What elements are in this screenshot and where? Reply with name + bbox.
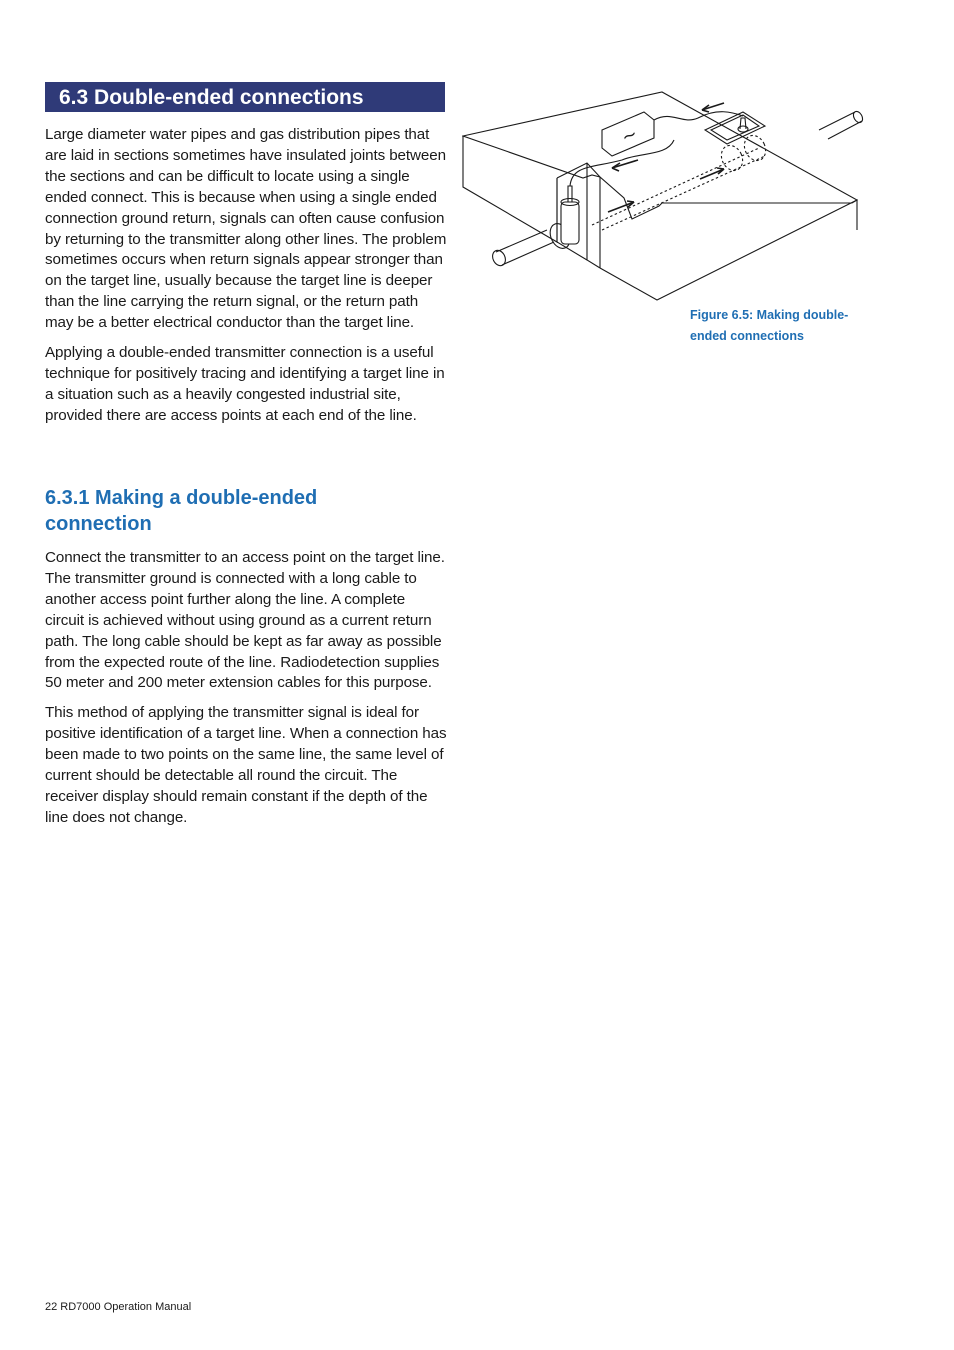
section-paragraph-1: Large diameter water pipes and gas distribution pipes that are laid in sections sometimes have insulated joints between the sections and can be difficult to locate using a single ended connect. This is because when using a single ended connection ground return, signals can often cause confusion by returning to the transmitter along other lines. The problem sometimes occurs when return signals appear stronger than on the target line, usually because the target line is deeper than the line carrying the return signal, or the return path may be a better electrical conductor than the target line. (45, 126, 447, 332)
ground-block-top (463, 92, 857, 219)
page-footer: 22 RD7000 Operation Manual (45, 1301, 192, 1313)
subsection-paragraph-2: This method of applying the transmitter signal is ideal for positive identification of a target line. When a connection has been made to two points on the same line, the same level of current should be detectable all round the circuit. The receiver display should remain constant if the depth of the line does not change. (45, 704, 447, 826)
section-heading-bar (45, 82, 445, 112)
section-paragraph-2: Applying a double-ended transmitter connection is a useful technique for positively tracing and identifying a target line in a situation such as a heavily congested industrial site, provided there are access points at each end of the line. (45, 344, 445, 424)
transmitter-symbol: ~ (618, 123, 641, 149)
subsection-body (45, 548, 447, 829)
figure-caption: Figure 6.5: Making double-ended connections (690, 308, 849, 343)
section-body (45, 125, 447, 427)
diagram-illustration (462, 90, 867, 305)
section-heading: 6.3 Double-ended connections (59, 85, 364, 109)
subsection-heading: 6.3.1 Making a double-ended connection (45, 487, 318, 535)
subsection-paragraph-1: Connect the transmitter to an access point on the target line. The transmitter ground is connected with a long cable to another access point further along the line. A complete circuit is achieved without using ground as a current return path. The long cable should be kept as far away as possible from the expected route of the line. Radiodetection supplies 50 meter and 200 meter extension cables for this purpose. (45, 549, 445, 692)
access-point-valve (561, 202, 579, 244)
pipe-right (819, 112, 862, 139)
double-ended-connection-diagram (462, 90, 867, 305)
